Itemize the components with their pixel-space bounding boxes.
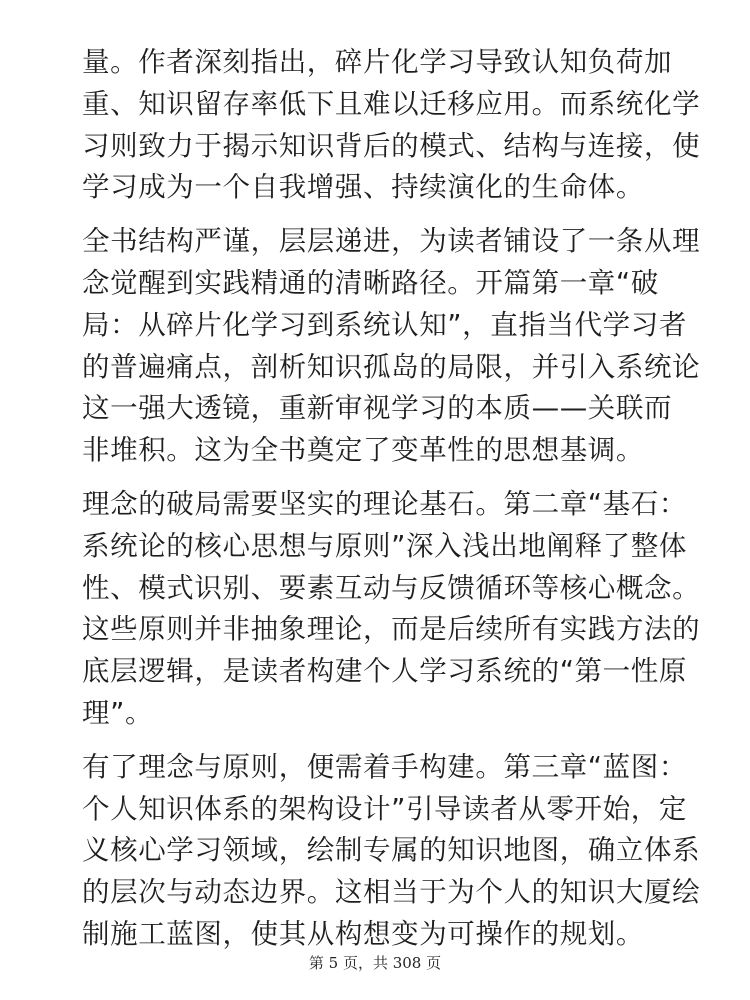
text-line: 理”。 — [82, 696, 154, 729]
text-line: 学习成为一个自我增强、持续演化的生命体。 — [82, 171, 644, 204]
text-line: 这一强大透镜，重新审视学习的本质——关联而 — [82, 392, 673, 425]
text-line: 理念的破局需要坚实的理论基石。第二章“基石： — [82, 487, 687, 520]
text-line: 有了理念与原则，便需着手构建。第三章“蓝图： — [82, 750, 687, 783]
text-line: 重、知识留存率低下且难以迁移应用。而系统化学 — [82, 87, 701, 120]
text-line: 非堆积。这为全书奠定了变革性的思想基调。 — [82, 434, 644, 467]
text-line: 个人知识体系的架构设计”引导读者从零开始，定 — [82, 792, 687, 825]
text-line: 量。作者深刻指出，碎片化学习导致认知负荷加 — [82, 46, 673, 78]
page-indicator: 第 5 页，共 308 页 — [308, 954, 442, 972]
text-line: 制施工蓝图，使其从构想变为可操作的规划。 — [82, 917, 644, 950]
text-line: 性、模式识别、要素互动与反馈循环等核心概念。 — [82, 571, 701, 604]
paragraph — [82, 484, 701, 735]
text-line: 全书结构严谨，层层递进，为读者铺设了一条从理 — [82, 225, 701, 258]
text-line: 义核心学习领域，绘制专属的知识地图，确立体系 — [82, 834, 701, 867]
text-line: 的普遍痛点，剖析知识孤岛的局限，并引入系统论 — [82, 350, 701, 383]
text-line: 习则致力于揭示知识背后的模式、结构与连接，使 — [82, 129, 701, 162]
text-line: 系统论的核心思想与原则”深入浅出地阐释了整体 — [82, 529, 687, 562]
text-line: 局：从碎片化学习到系统认知”，直指当代学习者 — [82, 308, 687, 341]
text-line: 底层逻辑，是读者构建个人学习系统的“第一性原 — [82, 655, 687, 688]
text-line: 这些原则并非抽象理论，而是后续所有实践方法的 — [82, 613, 701, 646]
text-line: 的层次与动态边界。这相当于为个人的知识大厦绘 — [82, 876, 701, 909]
paragraph — [82, 221, 701, 472]
page-body — [82, 42, 701, 968]
paragraph — [82, 42, 701, 209]
paragraph — [82, 747, 701, 956]
text-line: 念觉醒到实践精通的清晰路径。开篇第一章“破 — [82, 266, 659, 299]
